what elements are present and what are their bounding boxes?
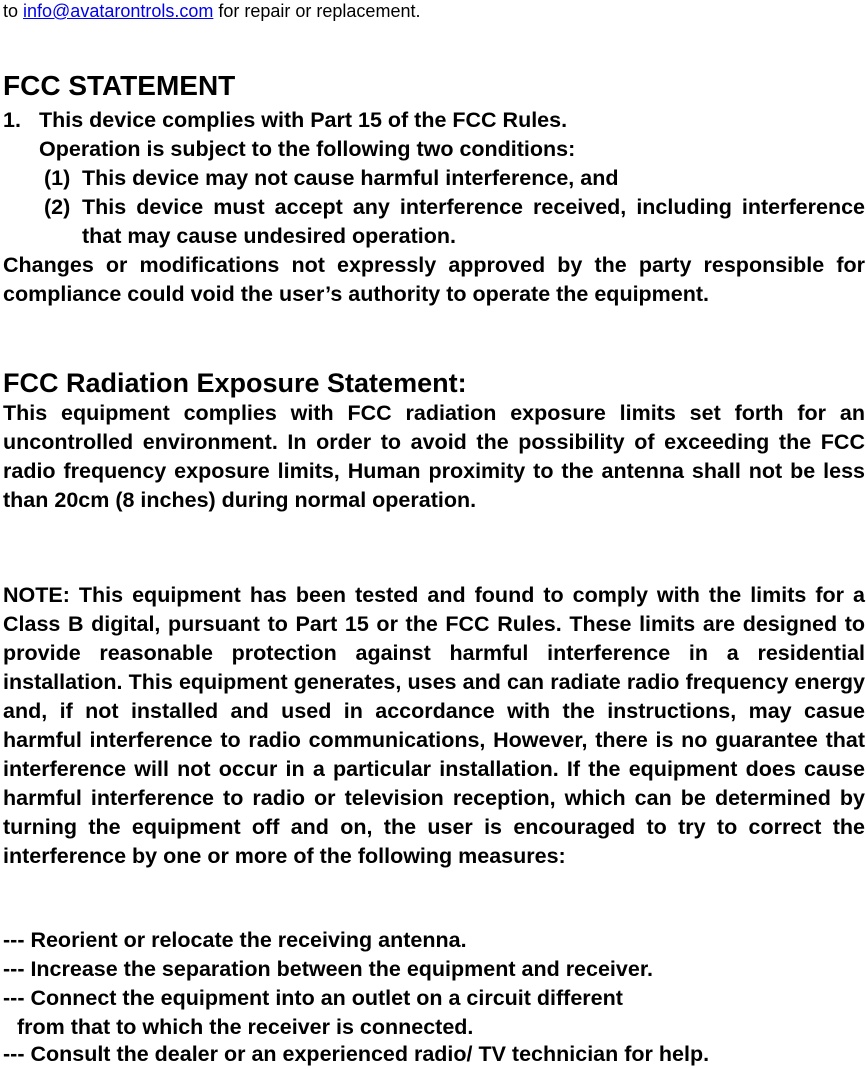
- item1-number: 1.: [3, 108, 21, 132]
- measure-consult-dealer: --- Consult the dealer or an experienced radio/ TV technician for help.: [3, 1042, 710, 1066]
- fcc-statement-heading: FCC STATEMENT: [3, 70, 236, 101]
- intro-line: [3, 0, 865, 22]
- condition2-text: This device must accept any interference received, including interference that may cause undesired operation.: [82, 195, 865, 248]
- item1-subtext: Operation is subject to the following two conditions:: [39, 137, 576, 161]
- radiation-heading: FCC Radiation Exposure Statement:: [3, 368, 467, 398]
- condition1-number: (1): [44, 166, 71, 190]
- measure-different-outlet: --- Connect the equipment into an outlet on a circuit different: [3, 986, 623, 1010]
- note-paragraph: NOTE: This equipment has been tested and found to comply with the limits for a Class B digital, pursuant to Part 15 or the FCC Rules. These limits are designed to provide reasonable protection against harmful interference in a residential installation. This equipment generates, uses and can radiate radio frequency energy and, if not installed and used in accordance with the instructions, may casue harmful interference to radio communications, However, there is no guarantee that interference will not occur in a particular installation. If the equipment does cause harmful interference to radio or television reception, which can be determined by turning the equipment off and on, the user is encouraged to try to correct the interference by one or more of the following measures:: [3, 583, 865, 868]
- measure-increase-separation: --- Increase the separation between the equipment and receiver.: [3, 957, 653, 981]
- support-email-link[interactable]: info@avatarontrols.com: [23, 1, 214, 21]
- changes-paragraph: Changes or modifications not expressly approved by the party responsible for compliance could void the user’s authority to operate the equipment.: [3, 253, 865, 306]
- condition2-number: (2): [44, 195, 71, 219]
- intro-suffix: for repair or replacement.: [213, 1, 421, 21]
- measure-different-outlet-cont: from that to which the receiver is connected.: [17, 1015, 474, 1039]
- measure-reorient: --- Reorient or relocate the receiving antenna.: [3, 928, 467, 952]
- item1-text: This device complies with Part 15 of the FCC Rules.: [39, 108, 568, 132]
- radiation-paragraph: This equipment complies with FCC radiation exposure limits set forth for an uncontrolled environment. In order to avoid the possibility of exceeding the FCC radio frequency exposure limits, Human proximity to the antenna shall not be less than 20cm (8 inches) during normal operation.: [3, 401, 865, 512]
- condition1-text: This device may not cause harmful interference, and: [82, 166, 619, 190]
- intro-prefix: to: [3, 1, 24, 21]
